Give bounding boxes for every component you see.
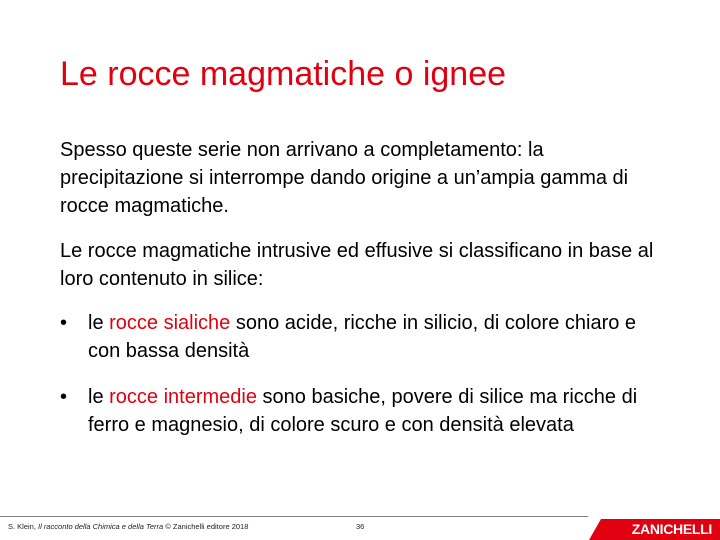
zanichelli-logo: ZANICHELLI <box>589 519 720 540</box>
footer-author: S. Klein, <box>8 522 39 531</box>
bullet-marker: • <box>60 386 68 408</box>
page-number: 36 <box>356 522 365 531</box>
bullet-prefix: le <box>88 386 110 408</box>
footer-publisher: © Zanichelli editore 2018 <box>163 522 249 531</box>
bullet-highlight: rocce intermedie <box>109 386 257 408</box>
bullet-list <box>60 309 660 439</box>
paragraph-1: Spesso queste serie non arrivano a completamento: la precipitazione si interrompe dando origine a un’ampia gamma di rocce magmatiche. <box>60 139 629 217</box>
bullet-text: sono basiche, povere di silice ma ricche di ferro e magnesio, di colore scuro e con densità elevata <box>88 386 638 436</box>
bullet-item <box>60 309 660 365</box>
footer-credit <box>8 522 298 532</box>
bullet-item <box>60 383 660 439</box>
footer-divider <box>288 516 588 517</box>
bullet-prefix: le <box>88 312 110 334</box>
paragraph-2: Le rocce magmatiche intrusive ed effusive si classificano in base al loro contenuto in silice: <box>60 240 654 290</box>
footer-divider <box>0 516 288 517</box>
bullet-marker: • <box>60 312 68 334</box>
logo-notch <box>589 519 601 540</box>
bullet-highlight: rocce sialiche <box>109 312 231 334</box>
bullet-text: sono acide, ricche in silicio, di colore chiaro e con bassa densità <box>88 312 637 362</box>
slide-title: Le rocce magmatiche o ignee <box>60 55 507 93</box>
footer-book-title: Il racconto della Chimica e della Terra <box>38 522 164 531</box>
